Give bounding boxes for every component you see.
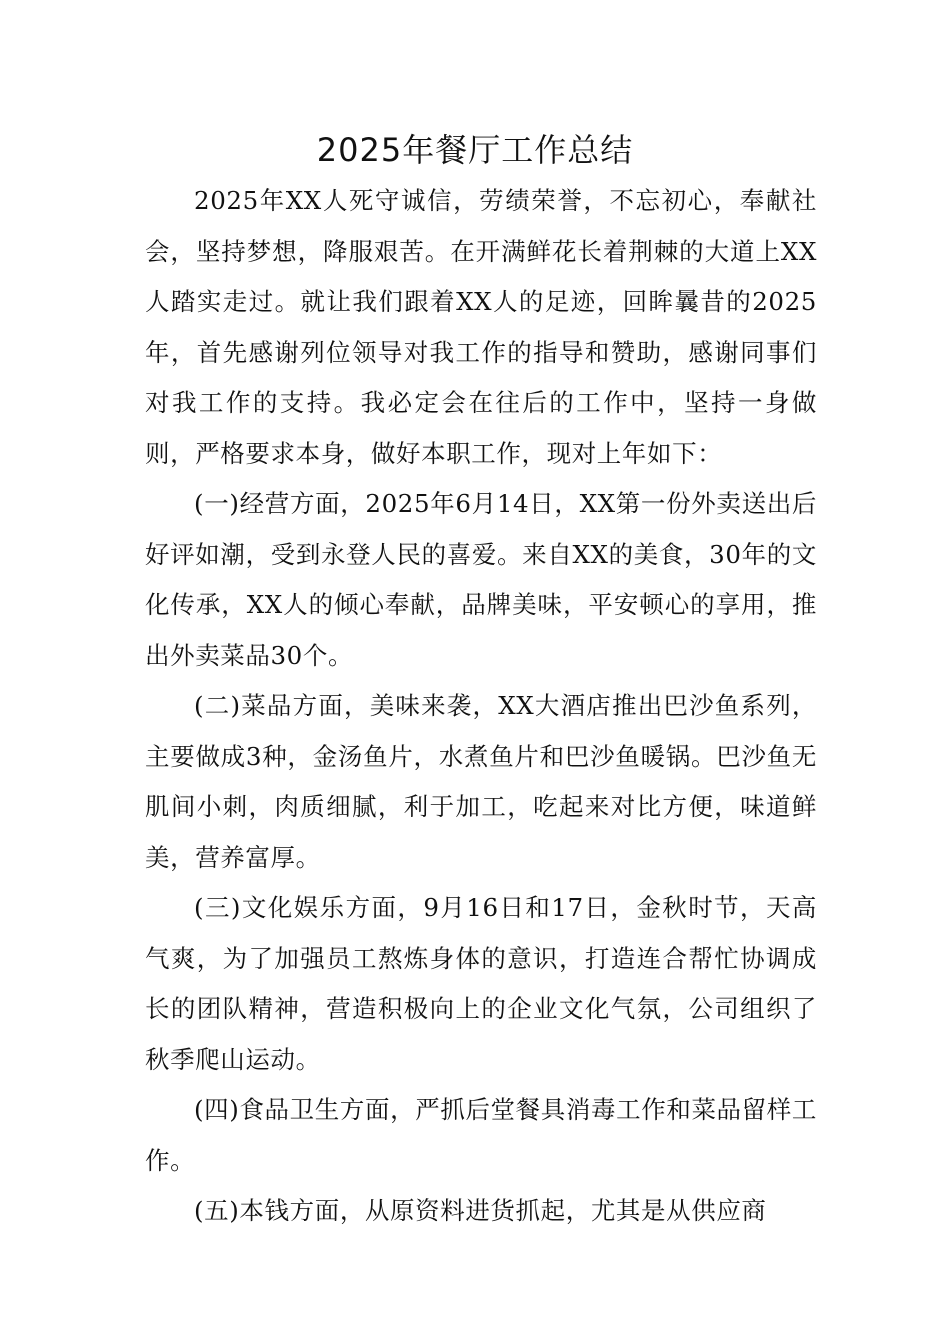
- paragraph-cost: (五)本钱方面，从原资料进货抓起，尤其是从供应商: [194, 1196, 767, 1225]
- paragraph-dishes: (二)菜品方面，美味来袭，XX大酒店推出巴沙鱼系列，主要做成3种，金汤鱼片，水煮鱼片和巴沙鱼暖锅。巴沙鱼无肌间小刺，肉质细腻，利于加工，吃起来对比方便，味道鲜美，营养富厚。: [145, 691, 817, 872]
- document-title: 2025年餐厅工作总结: [316, 131, 634, 169]
- document-body: [145, 176, 817, 1237]
- paragraph-operations: (一)经营方面，2025年6月14日，XX第一份外卖送出后好评如潮，受到永登人民的喜爱。来自XX的美食，30年的文化传承，XX人的倾心奉献，品牌美味，平安顿心的享用，推出外卖菜品30个。: [145, 489, 817, 670]
- paragraph-hygiene: (四)食品卫生方面，严抓后堂餐具消毒工作和菜品留样工作。: [145, 1095, 817, 1175]
- paragraph-culture: (三)文化娱乐方面，9月16日和17日，金秋时节，天高气爽，为了加强员工熬炼身体的意识，打造连合帮忙协调成长的团队精神，营造积极向上的企业文化气氛，公司组织了秋季爬山运动。: [145, 893, 817, 1074]
- paragraph-intro: 2025年XX人死守诚信，劳绩荣誉，不忘初心，奉献社会，坚持梦想，降服艰苦。在开满鲜花长着荆棘的大道上XX人踏实走过。就让我们跟着XX人的足迹，回眸曩昔的2025年，首先感谢列位领导对我工作的指导和赞助，感谢同事们对我工作的支持。我必定会在往后的工作中，坚持一身做则，严格要求本身，做好本职工作，现对上年如下：: [145, 186, 817, 468]
